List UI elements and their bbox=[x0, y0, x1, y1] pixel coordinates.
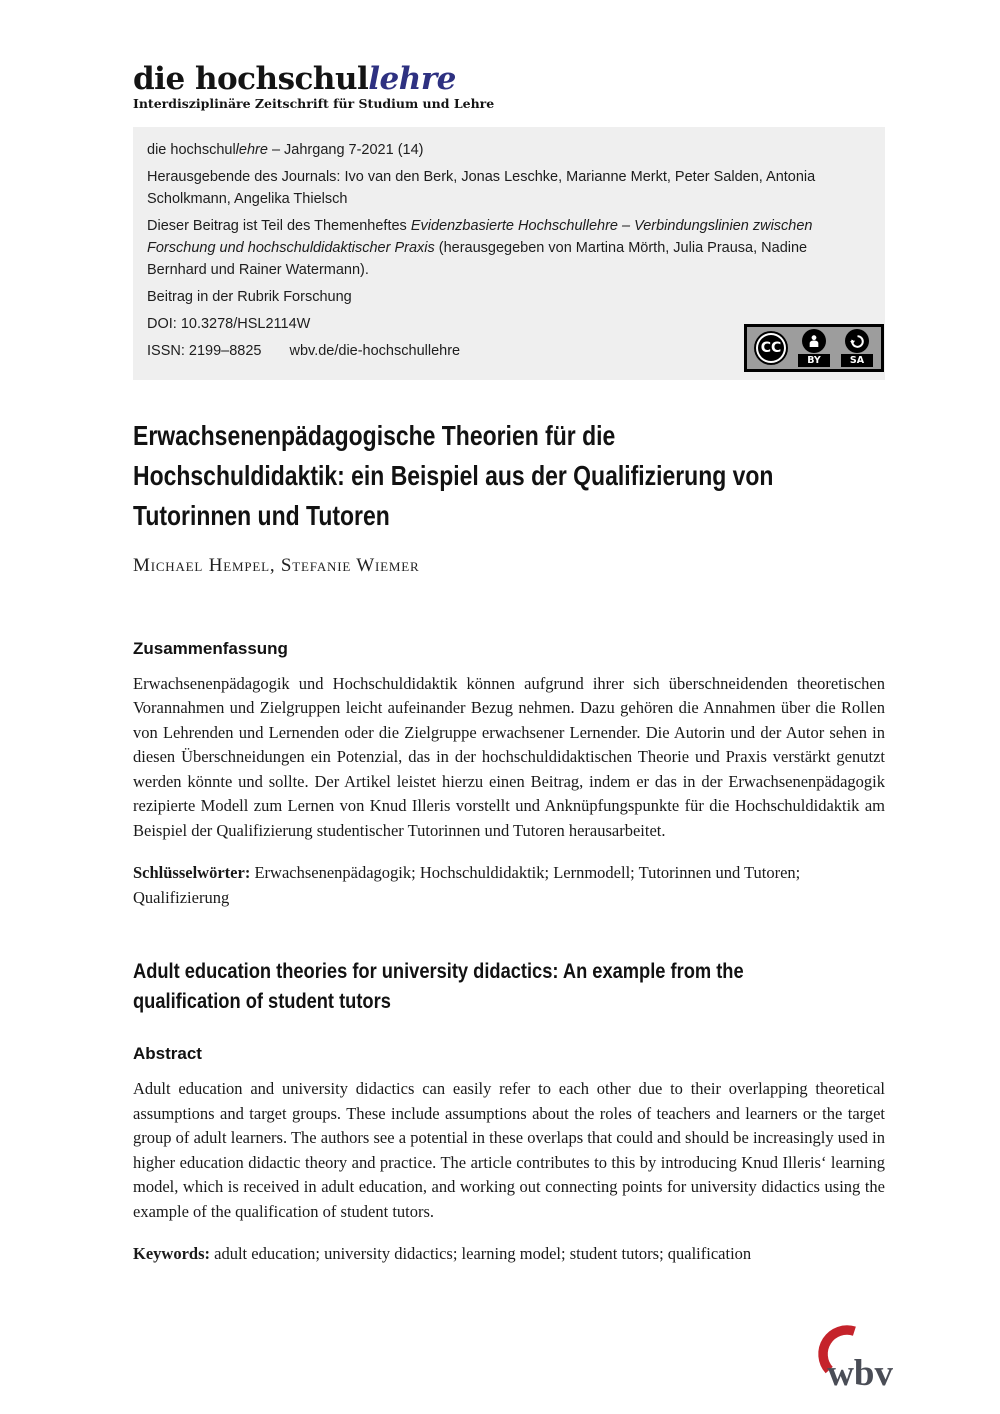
journal-logo bbox=[133, 62, 885, 96]
journal-logo-blue-part: lehre bbox=[368, 61, 456, 97]
doi-line: DOI: 10.3278/HSL2114W bbox=[147, 316, 311, 332]
wbv-wordmark: wbv bbox=[827, 1353, 893, 1394]
keywords-german-list: Erwachsenenpädagogik; Hochschuldidaktik; Lernmodell; Tutorinnen und Tutoren; Qualifizierung bbox=[133, 863, 801, 907]
cc-sa-column bbox=[840, 329, 874, 367]
special-issue-line bbox=[147, 215, 869, 281]
wbv-publisher-logo bbox=[817, 1320, 893, 1394]
attribution-person-icon bbox=[802, 329, 826, 353]
by-label: BY bbox=[798, 354, 830, 367]
abstract-text-german: Erwachsenenpädagogik und Hochschuldidaktik können aufgrund ihrer sich überschneidenden theoretischen Vorannahmen und Zielgruppen leicht aufeinander Bezug nehmen. Dazu gehören die Annahmen über die Rollen von Lehrenden und Lernenden oder die Zielgruppe erwachsener Lernender. Die Autorin und der Autor sehen in diesen Überschneidungen ein Potenzial, das in der hochschuldidaktischen Theorie und Praxis verstärkt genutzt werden könnte und sollte. Der Artikel leistet hierzu einen Beitrag, indem er das in der Erwachsenenpädagogik rezipierte Modell zum Lernen von Knud Illeris vorstellt und Anknüpfungspunkte für die Hochschuldidaktik am Beispiel der Qualifizierung studentischer Tutorinnen und Tutoren herausarbeitet. bbox=[133, 673, 885, 840]
keywords-english bbox=[133, 1242, 885, 1267]
title-de-line-2: Hochschuldidaktik: ein Beispiel aus der Qualifizierung von bbox=[133, 460, 774, 491]
page-content-column bbox=[133, 0, 885, 1283]
journal-editors-line: Herausgebende des Journals: Ivo van den Berk, Jonas Leschke, Marianne Merkt, Peter Salden, Antonia Scholkmann, Angelika Thielsch bbox=[147, 169, 816, 207]
special-issue-title: Evidenzbasierte Hochschullehre – Verbindungslinien zwischen Forschung und hochschuldidaktischer Praxis bbox=[147, 218, 813, 256]
issue-line-prefix: die hochschul bbox=[147, 142, 236, 158]
cc-by-column bbox=[797, 329, 831, 367]
issue-line-italic: lehre bbox=[235, 142, 268, 158]
special-issue-suffix: (herausgegeben von Martina Mörth, Julia Prausa, Nadine Bernhard und Rainer Watermann). bbox=[147, 240, 808, 278]
journal-masthead bbox=[133, 62, 885, 111]
journal-url: wbv.de/die-hochschullehre bbox=[289, 343, 461, 359]
abstract-text-english: Adult education and university didactics can easily refer to each other due to their overlapping theoretical assumptions and target groups. These include assumptions about the roles of teachers and learners or the target group of adult learners. The authors see a potential in these overlaps that could and should be increasingly used in higher education didactic theory and practice. The article contributes to this by introducing Knud Illeris‘ learning model, which is received in adult education, and working out connecting points for university didactics using the example of the qualification of student tutors. bbox=[133, 1079, 885, 1221]
special-issue-prefix: Dieser Beitrag ist Teil des Themenheftes bbox=[147, 218, 411, 234]
creative-commons-icon: CC bbox=[754, 331, 788, 365]
cc-by-sa-license-badge[interactable] bbox=[744, 324, 884, 372]
title-en-line-1: Adult education theories for university didactics: An example from the bbox=[133, 959, 744, 984]
article-title-english bbox=[133, 956, 885, 1016]
journal-issue-line bbox=[147, 139, 869, 161]
keywords-english-label: Keywords: bbox=[133, 1244, 210, 1264]
share-alike-arrow-icon bbox=[845, 329, 869, 353]
title-en-line-2: qualification of student tutors bbox=[133, 989, 391, 1014]
journal-subtitle: Interdisziplinäre Zeitschrift für Studium und Lehre bbox=[133, 96, 495, 111]
article-metadata-box bbox=[133, 127, 885, 380]
issue-line-suffix: – Jahrgang 7-2021 (14) bbox=[267, 142, 424, 158]
rubric-line: Beitrag in der Rubrik Forschung bbox=[147, 289, 352, 305]
title-de-line-3: Tutorinnen und Tutoren bbox=[133, 500, 390, 531]
keywords-english-list: adult education; university didactics; learning model; student tutors; qualification bbox=[210, 1244, 752, 1264]
author-names: Michael Hempel, Stefanie Wiemer bbox=[133, 554, 420, 576]
abstract-heading-german: Zusammenfassung bbox=[133, 638, 288, 658]
journal-logo-black-part: die hochschul bbox=[133, 61, 369, 97]
keywords-german-label: Schlüsselwörter: bbox=[133, 863, 251, 883]
keywords-german bbox=[133, 861, 885, 910]
sa-label: SA bbox=[841, 354, 873, 367]
abstract-heading-english: Abstract bbox=[133, 1044, 202, 1064]
issn-value: ISSN: 2199–8825 bbox=[147, 343, 262, 359]
title-de-line-1: Erwachsenenpädagogische Theorien für die bbox=[133, 420, 616, 451]
article-title-german bbox=[133, 416, 885, 536]
